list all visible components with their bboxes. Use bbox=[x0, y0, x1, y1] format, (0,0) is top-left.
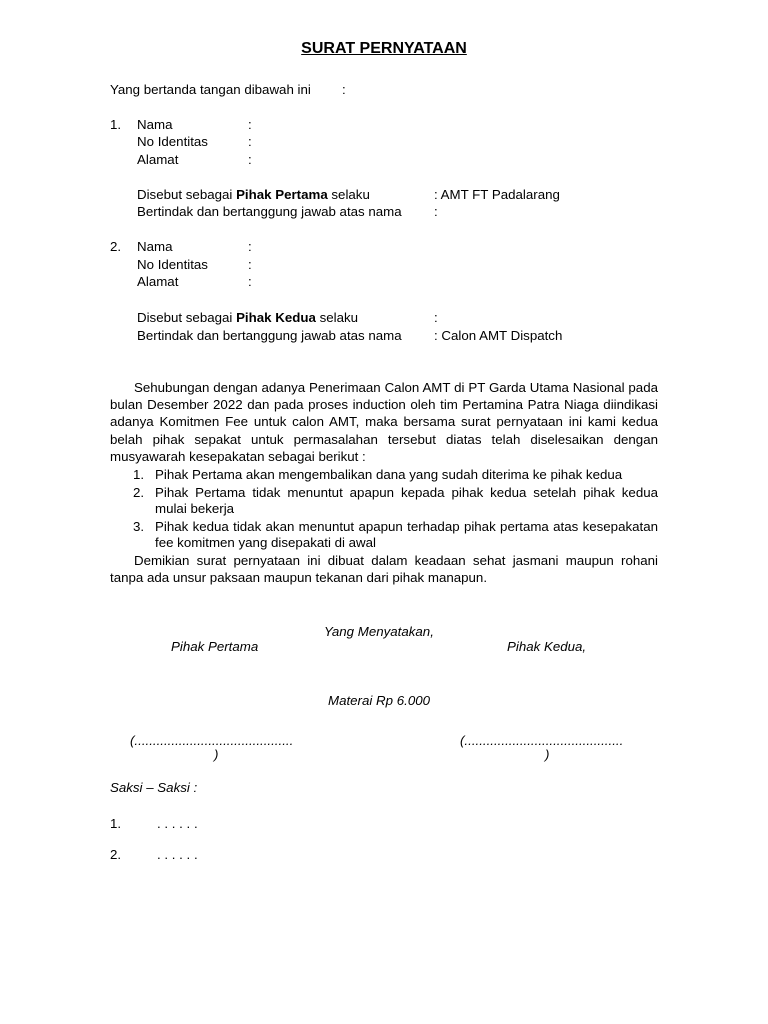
party2-role-title: Pihak Kedua bbox=[236, 310, 316, 325]
party2-signature-label: Pihak Kedua, bbox=[507, 639, 587, 654]
party2-acting-label: Bertindak dan bertanggung jawab atas nama bbox=[137, 328, 402, 343]
party1-id-colon: : bbox=[248, 134, 252, 149]
agreement-number: 3. bbox=[133, 519, 145, 534]
page-title: SURAT PERNYATAAN bbox=[301, 40, 467, 57]
party2-role-pre: Disebut sebagai bbox=[137, 310, 237, 325]
party1-signature-close: ) bbox=[214, 747, 219, 762]
agreement-text: Pihak Pertama akan mengembalikan dana yang sudah diterima ke pihak kedua bbox=[155, 467, 623, 482]
party2-number: 2. bbox=[110, 239, 122, 254]
agreement-item bbox=[133, 467, 658, 483]
party1-acting-value: : bbox=[434, 204, 438, 219]
agreement-text: Pihak kedua tidak akan menuntut apapun terhadap pihak pertama atas kesepakatan fee komitmen yang disepakati di awal bbox=[155, 519, 658, 550]
party1-address-colon: : bbox=[248, 152, 252, 167]
party1-signature-line: (........................................... bbox=[130, 733, 294, 748]
agreement-item bbox=[133, 485, 658, 517]
agreement-number: 2. bbox=[133, 485, 145, 500]
party1-role-value: : AMT FT Padalarang bbox=[434, 187, 560, 202]
agreement-text: Pihak Pertama tidak menuntut apapun kepada pihak kedua setelah pihak kedua mulai bekerja bbox=[155, 485, 658, 516]
party2-role-line bbox=[137, 309, 358, 326]
party1-role-title: Pihak Pertama bbox=[236, 187, 328, 202]
party2-address-label: Alamat bbox=[137, 274, 179, 289]
agreement-list bbox=[133, 467, 658, 553]
party2-id-colon: : bbox=[248, 257, 252, 272]
intro-colon: : bbox=[342, 82, 346, 97]
witness-number: 2. bbox=[110, 847, 122, 862]
materai-label: Materai Rp 6.000 bbox=[328, 693, 430, 708]
party2-signature-line: (........................................... bbox=[460, 733, 624, 748]
agreement-item bbox=[133, 519, 658, 551]
party2-id-label: No Identitas bbox=[137, 257, 208, 272]
party1-name-label: Nama bbox=[137, 117, 173, 132]
agreement-number: 1. bbox=[133, 467, 145, 482]
party2-signature-close: ) bbox=[545, 747, 550, 762]
closing-paragraph: Demikian surat pernyataan ini dibuat dalam keadaan sehat jasmani maupun rohani tanpa ada unsur paksaan maupun tekanan dari pihak manapun. bbox=[110, 553, 658, 586]
body-paragraph: Sehubungan dengan adanya Penerimaan Calon AMT di PT Garda Utama Nasional pada bulan Desember 2022 dan pada proses induction oleh tim Pertamina Patra Niaga diindikasi adanya Komitmen Fee untuk calon AMT, maka bersama surat pernyataan ini kami kedua belah pihak sepakat untuk permasalahan tersebut diatas telah diselesaikan dengan musyawarah kesepakatan sebagai berikut : bbox=[110, 380, 658, 464]
party1-id-label: No Identitas bbox=[137, 134, 208, 149]
party1-number: 1. bbox=[110, 117, 122, 132]
party2-role-post: selaku bbox=[315, 310, 359, 325]
party1-name-colon: : bbox=[248, 117, 252, 132]
party2-role-value: : bbox=[434, 310, 438, 325]
witness-dots: . . . . . . bbox=[157, 816, 198, 831]
party2-name-label: Nama bbox=[137, 239, 173, 254]
party2-address-colon: : bbox=[248, 274, 252, 289]
party1-role-line bbox=[137, 186, 370, 203]
party1-signature-label: Pihak Pertama bbox=[171, 639, 259, 654]
signature-heading: Yang Menyatakan, bbox=[324, 624, 434, 639]
intro-text: Yang bertanda tangan dibawah ini bbox=[110, 82, 311, 97]
party2-name-colon: : bbox=[248, 239, 252, 254]
witness-dots: . . . . . . bbox=[157, 847, 198, 862]
party1-role-post: selaku bbox=[327, 187, 370, 202]
party1-address-label: Alamat bbox=[137, 152, 179, 167]
witness-number: 1. bbox=[110, 816, 122, 831]
witnesses-heading: Saksi – Saksi : bbox=[110, 780, 198, 795]
party1-role-pre: Disebut sebagai bbox=[137, 187, 237, 202]
party1-acting-label: Bertindak dan bertanggung jawab atas nama bbox=[137, 204, 402, 219]
party2-acting-value: : Calon AMT Dispatch bbox=[434, 328, 563, 343]
